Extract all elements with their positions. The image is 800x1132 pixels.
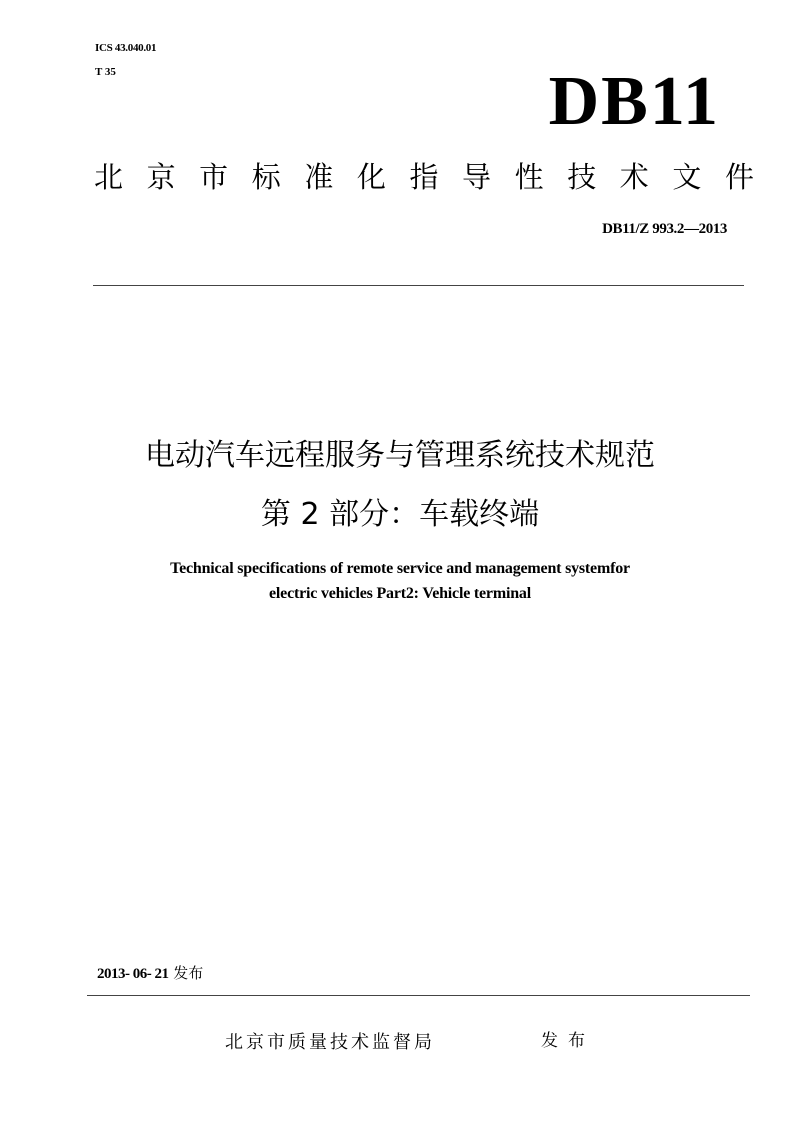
title-english-line2: electric vehicles Part2: Vehicle terminal — [269, 585, 531, 602]
title-chinese-line1: 电动汽车远程服务与管理系统技术规范 — [145, 438, 655, 473]
standard-code: DB11 — [548, 63, 720, 140]
header-divider — [93, 285, 744, 286]
document-type — [94, 155, 754, 199]
document-type-char: 文 — [672, 160, 702, 194]
document-type-char: 性 — [514, 160, 544, 194]
document-type-char: 标 — [251, 160, 281, 194]
document-type-char: 京 — [146, 160, 176, 194]
title-chinese-line2: 第 2 部分：车载终端 — [260, 497, 540, 532]
footer-divider — [87, 995, 750, 996]
classification-code: T 35 — [95, 66, 116, 78]
title-english-line1: Technical specifications of remote service and management systemfor — [170, 560, 630, 577]
document-type-char: 指 — [409, 160, 439, 194]
document-type-char: 准 — [304, 160, 334, 194]
issue-date-value: 2013- 06- 21 — [97, 966, 169, 982]
document-type-char: 导 — [462, 160, 492, 194]
document-type-char: 化 — [356, 160, 386, 194]
document-number: DB11/Z 993.2—2013 — [602, 221, 727, 237]
issuing-authority: 北京市质量技术监督局 — [225, 1032, 435, 1053]
document-type-char: 术 — [619, 160, 649, 194]
document-type-char: 市 — [199, 160, 229, 194]
document-type-char: 件 — [724, 160, 754, 194]
document-type-char: 北 — [94, 160, 124, 194]
ics-code: ICS 43.040.01 — [95, 42, 157, 54]
issue-date-suffix: 发布 — [173, 964, 204, 982]
issue-date — [97, 962, 203, 985]
document-type-char: 技 — [567, 160, 597, 194]
issue-label: 发布 — [541, 1031, 595, 1051]
